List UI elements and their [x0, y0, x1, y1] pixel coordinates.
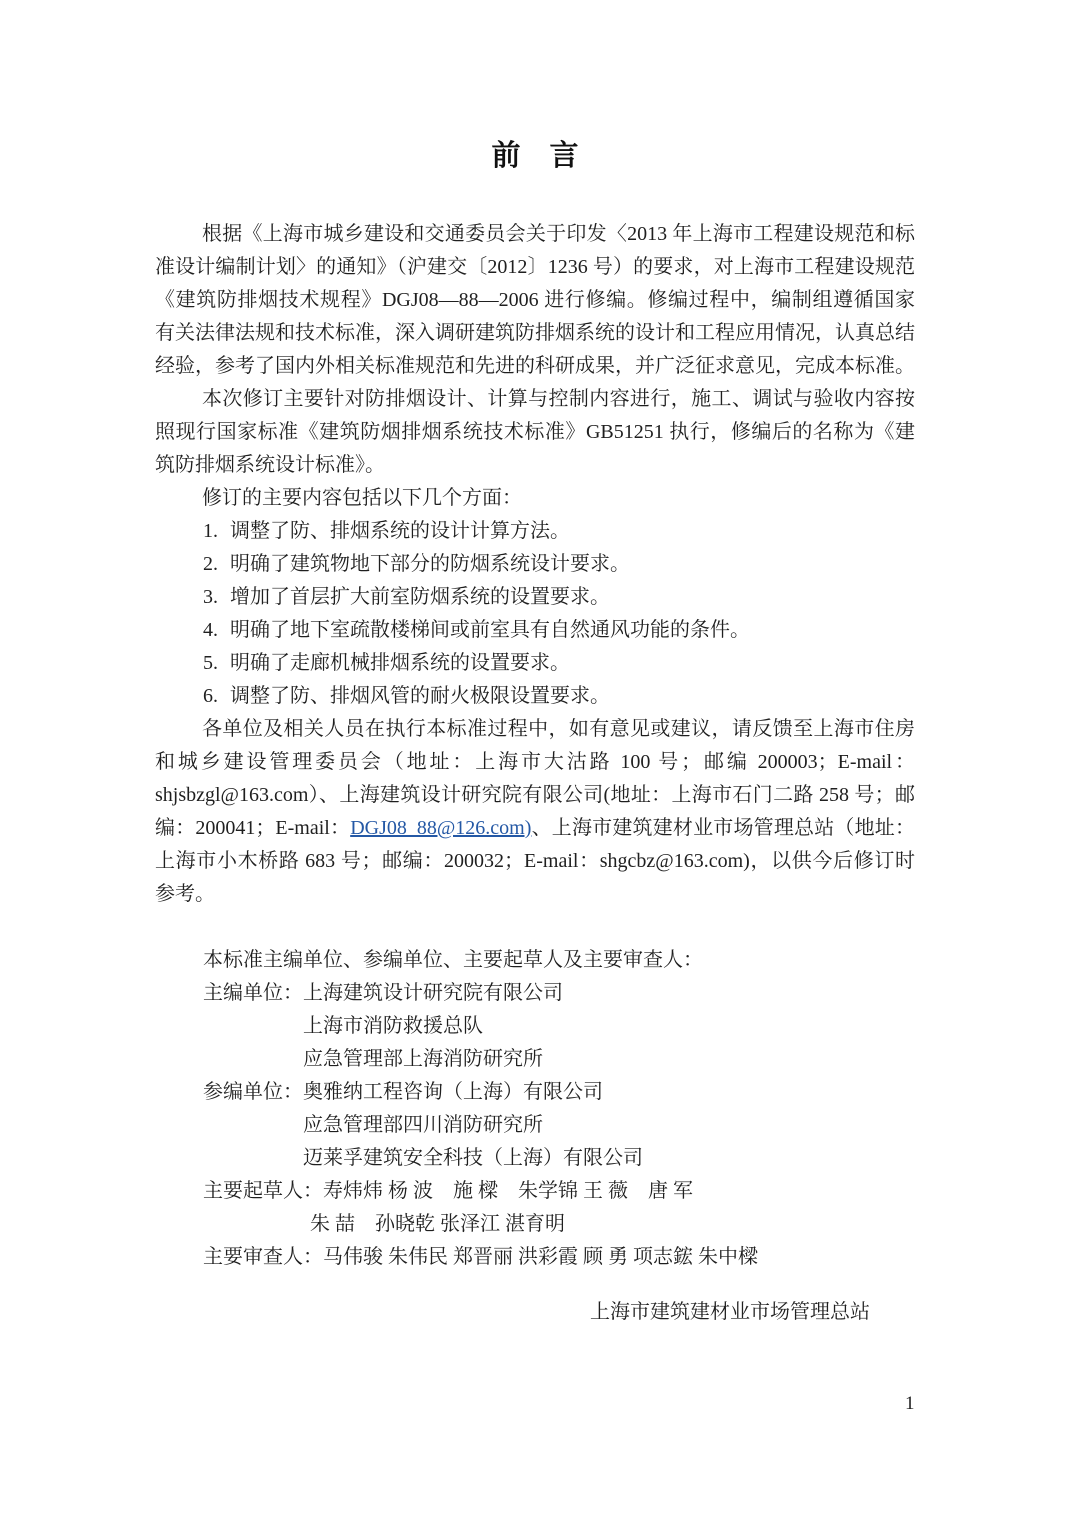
revision-item-6-number: 6.: [203, 685, 218, 707]
paragraph-revision-scope: 本次修订主要针对防排烟设计、计算与控制内容进行，施工、调试与验收内容按照现行国家标准《建筑防烟排烟系统技术标准》GB51251 执行，修编后的名称为《建筑防排烟系统设计标准》。: [155, 388, 915, 476]
revision-item-2-number: 2.: [203, 553, 218, 575]
page-title: 前 言: [491, 140, 579, 172]
drafters-label: 主要起草人：: [203, 1180, 323, 1202]
revision-item-1-number: 1.: [203, 520, 218, 542]
revision-item-5: [155, 647, 915, 680]
revision-item-4: [155, 614, 915, 647]
revision-item-6: [155, 680, 915, 713]
revision-list: [155, 515, 915, 713]
chief-editor-unit-3: 应急管理部上海消防研究所: [303, 1048, 543, 1070]
feedback-text-before: 各单位及相关人员在执行本标准过程中，如有意见或建议，请反馈至上海市住房和城乡建设管理委员会（地址：上海市大沽路 100 号；邮编 200003；E-mail：shjsbzgl@163.com）、上海建筑设计研究院有限公司(地址：上海市石门二路 258 号；邮编：200041；E-mail：: [155, 718, 915, 839]
revision-item-2-text: 明确了建筑物地下部分的防烟系统设计要求。: [230, 553, 630, 575]
revision-item-3-number: 3.: [203, 586, 218, 608]
email-link[interactable]: DGJ08_88@126.com): [350, 817, 532, 839]
revision-item-3: [155, 581, 915, 614]
paragraph-revision-intro: 修订的主要内容包括以下几个方面：: [202, 487, 522, 509]
revision-item-5-number: 5.: [203, 652, 218, 674]
feedback-paragraph: [155, 713, 915, 911]
credits-section: [155, 944, 915, 1274]
credits-intro: 本标准主编单位、参编单位、主要起草人及主要审查人：: [203, 949, 703, 971]
chief-editor-unit-2: 上海市消防救援总队: [303, 1015, 483, 1037]
text-column: [155, 138, 915, 1329]
revision-item-3-text: 增加了首层扩大前室防烟系统的设置要求。: [230, 586, 610, 608]
revision-item-2: [155, 548, 915, 581]
chief-editor-row: [155, 977, 915, 1010]
feedback-text-after: 、上海市建筑建材业市场管理总站（地址：上海市小木桥路 683 号；邮编：200032；E-mail：shgcbz@163.com)，以供今后修订时参考。: [155, 817, 915, 905]
drafters-names-line1: 寿炜炜 杨 波 施 樑 朱学锦 王 薇 唐 军: [323, 1180, 693, 1202]
issuing-organization: 上海市建筑建材业市场管理总站: [590, 1301, 870, 1323]
drafters-row: [155, 1175, 915, 1208]
co-editor-row: [155, 1076, 915, 1109]
co-editor-unit-3: 迈莱孚建筑安全科技（上海）有限公司: [303, 1147, 643, 1169]
reviewers-row: [155, 1241, 915, 1274]
chief-editor-label: 主编单位：: [203, 982, 303, 1004]
chief-editor-unit-1: 上海建筑设计研究院有限公司: [303, 982, 563, 1004]
revision-item-6-text: 调整了防、排烟风管的耐火极限设置要求。: [230, 685, 610, 707]
revision-item-4-text: 明确了地下室疏散楼梯间或前室具有自然通风功能的条件。: [230, 619, 750, 641]
page-number: 1: [905, 1393, 915, 1414]
revision-item-4-number: 4.: [203, 619, 218, 641]
reviewers-names: 马伟骏 朱伟民 郑晋丽 洪彩霞 顾 勇 项志鋐 朱中樑: [323, 1246, 758, 1268]
revision-item-5-text: 明确了走廊机械排烟系统的设置要求。: [230, 652, 570, 674]
reviewers-label: 主要审查人：: [203, 1246, 323, 1268]
co-editor-label: 参编单位：: [203, 1081, 303, 1103]
revision-item-1-text: 调整了防、排烟系统的设计计算方法。: [230, 520, 570, 542]
revision-item-1: [155, 515, 915, 548]
co-editor-unit-1: 奥雅纳工程咨询（上海）有限公司: [303, 1081, 603, 1103]
drafters-names-line2: 朱 喆 孙晓乾 张泽江 湛育明: [310, 1213, 565, 1235]
paragraph-basis: 根据《上海市城乡建设和交通委员会关于印发〈2013 年上海市工程建设规范和标准设计编制计划〉的通知》（沪建交〔2012〕1236 号）的要求，对上海市工程建设规范《建筑防排烟技术规程》DGJ08—88—2006 进行修编。修编过程中，编制组遵循国家有关法律法规和技术标准，深入调研建筑防排烟系统的设计和工程应用情况，认真总结经验，参考了国内外相关标准规范和先进的科研成果，并广泛征求意见，完成本标准。: [155, 223, 915, 377]
co-editor-unit-2: 应急管理部四川消防研究所: [303, 1114, 543, 1136]
